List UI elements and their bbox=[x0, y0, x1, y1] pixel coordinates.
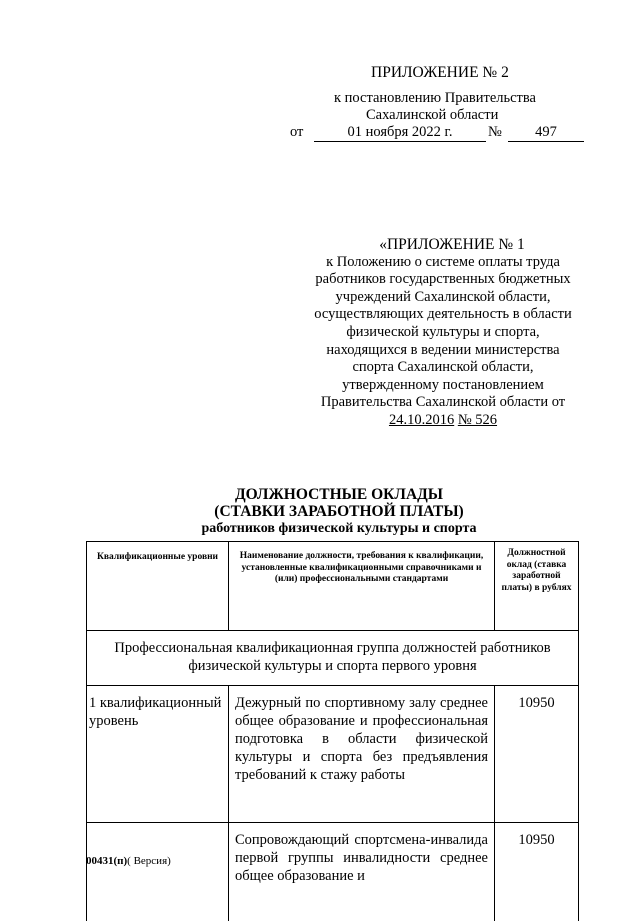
reference-date: 24.10.2016 bbox=[389, 412, 454, 428]
reference-number: № 526 bbox=[458, 412, 497, 428]
appendix1-line: работников государственных бюджетных bbox=[296, 271, 590, 289]
appendix1-title: «ПРИЛОЖЕНИЕ № 1 bbox=[296, 236, 590, 254]
row-description: Дежурный по спортивному залу среднее общее образование и профессиональная подготовка в области физической культуры и спорта без предъявления требований к стажу работы bbox=[229, 686, 495, 823]
row-level bbox=[87, 823, 229, 921]
appendix2-line1: к постановлению Правительства bbox=[334, 90, 536, 107]
appendix1-block bbox=[296, 236, 590, 430]
appendix1-line: осуществляющих деятельность в области bbox=[296, 306, 590, 324]
appendix1-line: находящихся в ведении министерства bbox=[296, 342, 590, 360]
row-level: 1 квалификационный уровень bbox=[87, 686, 229, 823]
appendix1-reference bbox=[296, 412, 590, 430]
document-title bbox=[140, 486, 538, 520]
table-group-row bbox=[87, 631, 579, 686]
header-salary: Должностной оклад (ставка заработной платы) в рублях bbox=[495, 542, 579, 631]
appendix1-line: спорта Сахалинской области, bbox=[296, 359, 590, 377]
appendix1-line: Правительства Сахалинской области от bbox=[296, 394, 590, 412]
from-label: от bbox=[290, 124, 303, 141]
appendix1-line: физической культуры и спорта, bbox=[296, 324, 590, 342]
title-line2: (СТАВКИ ЗАРАБОТНОЙ ПЛАТЫ) bbox=[140, 503, 538, 520]
row-description: Сопровождающий спортсмена-инвалида первой группы инвалидности среднее общее образование и bbox=[229, 823, 495, 921]
row-salary: 10950 bbox=[495, 686, 579, 823]
appendix2-line2: Сахалинской области bbox=[366, 107, 498, 124]
document-code: 00431(п) bbox=[86, 855, 127, 867]
resolution-date: 01 ноября 2022 г. bbox=[314, 124, 486, 142]
appendix2-date-row bbox=[290, 124, 586, 142]
table-row bbox=[87, 686, 579, 823]
header-qualification-levels: Квалификационные уровни bbox=[87, 542, 229, 631]
title-line1: ДОЛЖНОСТНЫЕ ОКЛАДЫ bbox=[140, 486, 538, 503]
document-footer bbox=[86, 855, 171, 867]
appendix2-title: ПРИЛОЖЕНИЕ № 2 bbox=[371, 64, 509, 82]
appendix1-line: утвержденному постановлением bbox=[296, 377, 590, 395]
document-subtitle: работников физической культуры и спорта bbox=[140, 521, 538, 537]
table-header-row bbox=[87, 542, 579, 631]
number-label: № bbox=[488, 124, 502, 141]
resolution-number: 497 bbox=[508, 124, 584, 142]
table-row bbox=[87, 823, 579, 921]
appendix1-line: к Положению о системе оплаты труда bbox=[296, 254, 590, 272]
document-version: ( Версия) bbox=[127, 855, 171, 867]
appendix1-line: учреждений Сахалинской области, bbox=[296, 289, 590, 307]
row-salary: 10950 bbox=[495, 823, 579, 921]
header-position-name: Наименование должности, требования к квалификации, установленные квалификационными справочниками и (или) профессиональными стандартами bbox=[229, 542, 495, 631]
group-title: Профессиональная квалификационная группа должностей работников физической культуры и спорта первого уровня bbox=[87, 631, 579, 686]
